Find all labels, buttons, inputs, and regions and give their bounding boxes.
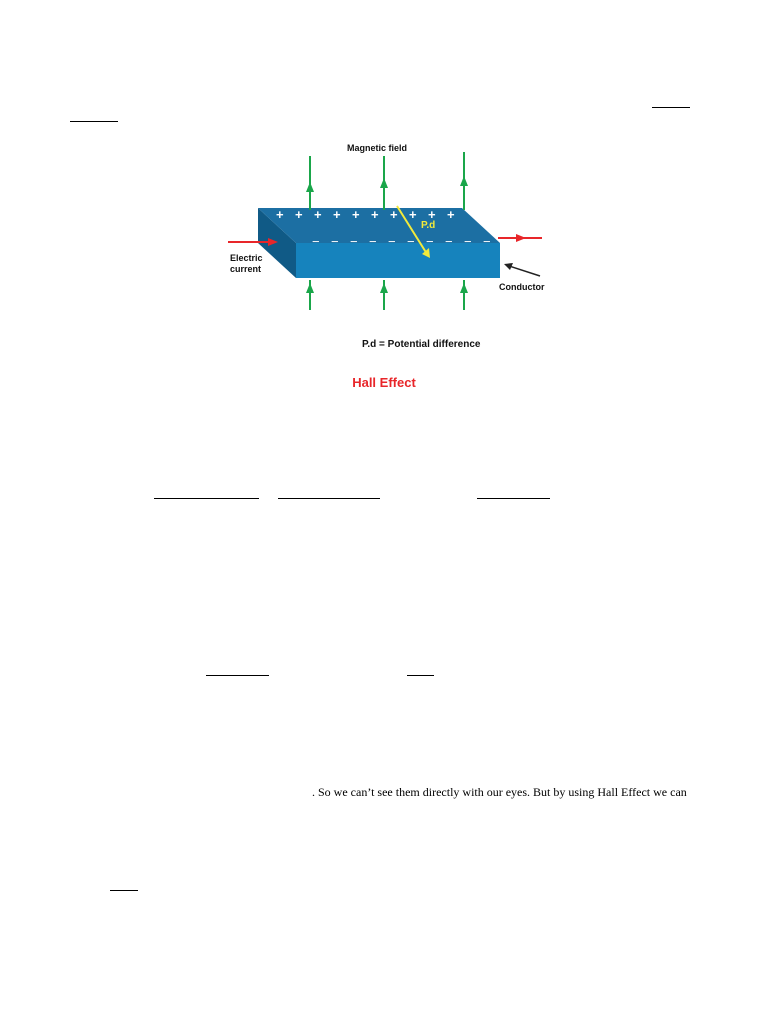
charge-minus: − (369, 234, 377, 249)
charge-plus: + (428, 207, 436, 222)
field-arrowhead (380, 178, 388, 188)
hall-effect-diagram (200, 130, 560, 360)
charge-minus: − (331, 234, 339, 249)
conductor-label: Conductor (499, 282, 545, 292)
charge-plus: + (409, 207, 417, 222)
electric-current-label-line2: current (230, 264, 262, 274)
conductor-pointer (504, 263, 540, 276)
pd-short-label: P.d (421, 220, 436, 231)
body-text-line: . So we can’t see them directly with our eyes. But by using Hall Effect we can (312, 785, 687, 799)
magnetic-field-label: Magnetic field (347, 143, 408, 153)
charge-plus: + (371, 207, 379, 222)
current-out-arrowhead (516, 234, 526, 242)
charge-plus: + (352, 207, 360, 222)
charge-minus: − (407, 234, 415, 249)
magnetic-field-lines-lower (310, 280, 464, 310)
field-arrowhead (380, 283, 388, 293)
underline (110, 890, 138, 891)
underline (154, 498, 259, 499)
underline (652, 107, 690, 108)
charge-minus: − (350, 234, 358, 249)
charge-plus: + (390, 207, 398, 222)
magnetic-field-lines-upper (310, 152, 464, 210)
field-arrowhead (460, 176, 468, 186)
field-arrowhead (460, 283, 468, 293)
field-arrowheads-lower (306, 283, 468, 293)
charge-plus: + (447, 207, 455, 222)
charge-plus: + (295, 207, 303, 222)
figure-caption: Hall Effect (352, 375, 416, 390)
underline (70, 121, 118, 122)
field-arrowhead (306, 182, 314, 192)
charge-minus: − (388, 234, 396, 249)
underline (206, 675, 269, 676)
underline (278, 498, 380, 499)
charge-plus: + (314, 207, 322, 222)
charge-minus: − (445, 234, 453, 249)
underline (477, 498, 550, 499)
pd-legend: P.d = Potential difference (362, 339, 481, 350)
charge-minus: − (426, 234, 434, 249)
charge-minus: − (312, 234, 320, 249)
charge-minus: − (483, 234, 491, 249)
field-arrowheads-upper (306, 176, 468, 192)
charge-plus: + (276, 207, 284, 222)
charge-minus: − (464, 234, 472, 249)
underline (407, 675, 434, 676)
charge-plus: + (333, 207, 341, 222)
diagram-svg (200, 130, 560, 360)
field-arrowhead (306, 283, 314, 293)
electric-current-label-line1: Electric (230, 253, 263, 263)
